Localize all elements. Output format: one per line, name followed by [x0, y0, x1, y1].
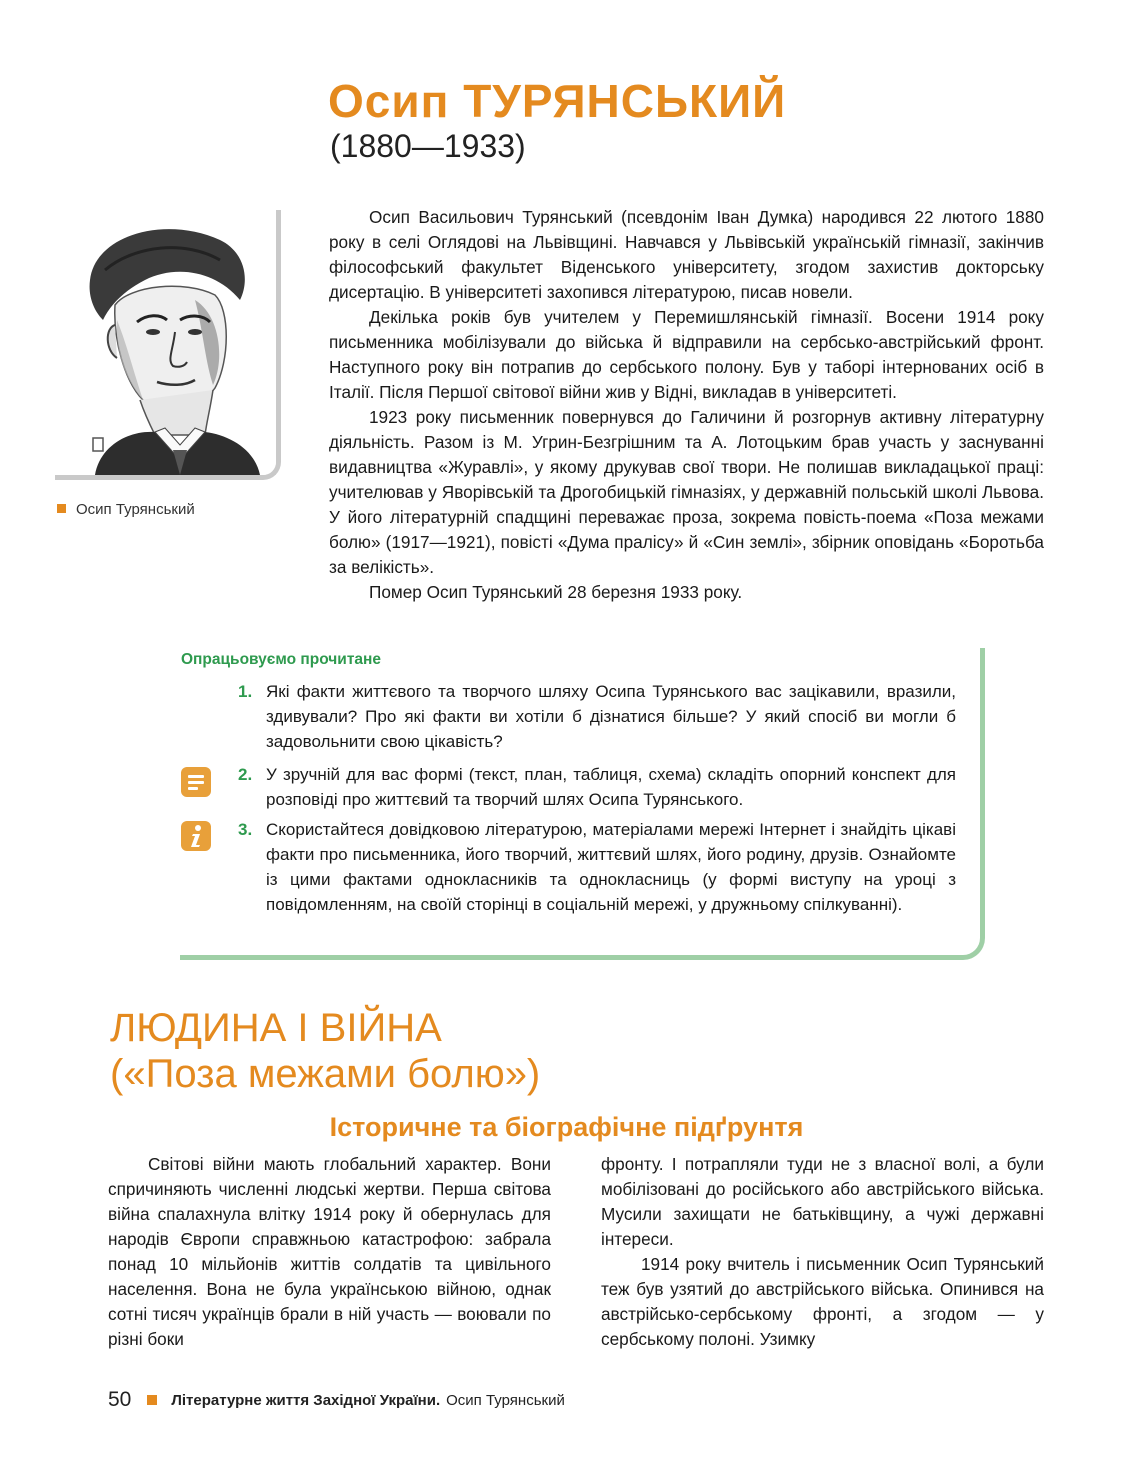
task-number: 2. — [238, 765, 253, 784]
task-item-2 — [238, 762, 956, 812]
biography-text — [329, 205, 1044, 605]
author-years: (1880—1933) — [330, 128, 526, 164]
text-column-left — [108, 1152, 551, 1352]
bio-paragraph: Помер Осип Турянський 28 березня 1933 року. — [369, 582, 743, 602]
portrait-frame — [55, 210, 281, 480]
column-paragraph: 1914 року вчитель і письменник Осип Турянський теж був узятий до австрійського війська. Опинився на австрійсько-сербському фронті, а згодом — у сербському полоні. Узимку — [601, 1254, 1044, 1349]
task-number: 3. — [238, 820, 253, 839]
footer-chapter: Літературне життя Західної України. — [171, 1391, 441, 1409]
author-portrait — [55, 210, 276, 475]
section-title — [110, 1005, 540, 1097]
notes-icon — [181, 767, 211, 797]
portrait-caption — [57, 501, 195, 518]
bio-paragraph: Осип Васильович Турянський (псевдонім Іван Думка) народився 22 лютого 1880 року в селі Оглядові на Львівщині. Навчався у Львівській українській гімназії, закінчив філософський факультет Віденського університету, згодом захистив докторську дисертацію. В університеті захопився літературою, писав новели. — [329, 207, 1044, 302]
portrait-caption-text: Осип Турянський — [76, 501, 195, 518]
task-item-3 — [238, 817, 956, 917]
bio-paragraph: 1923 року письменник повернувся до Галичини й розгорнув активну літературну діяльність. Разом із М. Угрин-Безгрішним та А. Лотоцьким брав участь у заснуванні видавництва «Журавлі», у якому друкував свої твори. Не полишав викладацької праці: учителював у Яворівській та Дрогобицькій гімназіях, у державній польській школі Львова. У його літературній спадщині переважає проза, зокрема повість-поема «Поза межами болю» (1917—1921), повісті «Дума пралісу» й «Син землі», збірник оповідань «Боротьба за велікість». — [329, 407, 1044, 577]
bio-paragraph: Декілька років був учителем у Перемишлянській гімназії. Восени 1914 року письменника мобілізували до війська й відправили на сербсько-австрійський фронт. Наступного року він потрапив до сербського полону. Був у таборі інтернованих осіб в Італії. Після Першої світової війни жив у Відні, викладав в університеті. — [329, 307, 1044, 402]
task-text: Скористайтеся довідковою літературою, матеріалами мережі Інтернет і знайдіть цікаві факти про письменника, його творчий, життєвий шлях, його родину, друзів. Ознайомте із цими фактами однокласників та однокласниць (у формі виступу на уроці з повідомленням, на своїй сторінці в соціальній мережі, у дружньому спілкуванні). — [266, 820, 956, 914]
task-text: Які факти життєвого та творчого шляху Осипа Турянського вас зацікавили, вразили, здивували? Про які факти ви хотіли б дізнатися більше? У який спосіб ви могли б задовольнити свою цікавість? — [266, 682, 956, 751]
task-text: У зручній для вас формі (текст, план, таблиця, схема) складіть опорний конспект для розповіді про життєвий та творчий шлях Осипа Турянського. — [266, 765, 956, 809]
page-footer — [108, 1388, 565, 1412]
task-item-1 — [238, 679, 956, 754]
page-number: 50 — [108, 1388, 132, 1411]
column-paragraph: Світові війни мають глобальний характер. Вони спричиняють численні людські жертви. Перша світова війна спалахнула влітку 1914 року й обернулась для народів Європи справжньою катастрофою: забрала понад 10 мільйонів життів солдатів та цивільного населення. Вона не була українською війною, однак сотні тисяч українців брали в ній участь — воювали по різні боки — [108, 1154, 551, 1349]
bullet-square — [57, 504, 66, 513]
text-column-right — [601, 1152, 1044, 1352]
section-title-line-2: («Поза межами болю») — [110, 1052, 541, 1096]
tasks-title: Опрацьовуємо прочитане — [181, 651, 382, 668]
info-icon — [181, 821, 211, 851]
author-name: Осип ТУРЯНСЬКИЙ — [328, 75, 787, 127]
footer-author: Осип Турянський — [446, 1391, 565, 1409]
section-title-line-1: ЛЮДИНА І ВІЙНА — [110, 1006, 442, 1050]
section-subtitle: Історичне та біографічне підґрунтя — [329, 1112, 804, 1142]
column-paragraph: фронту. І потрапляли туди не з власної волі, а були мобілізовані до російського або австрійського війська. Мусили захищати не батьківщину, а чужі державні інтереси. — [601, 1154, 1044, 1249]
task-number: 1. — [238, 682, 253, 701]
footer-bullet-square — [147, 1395, 157, 1405]
